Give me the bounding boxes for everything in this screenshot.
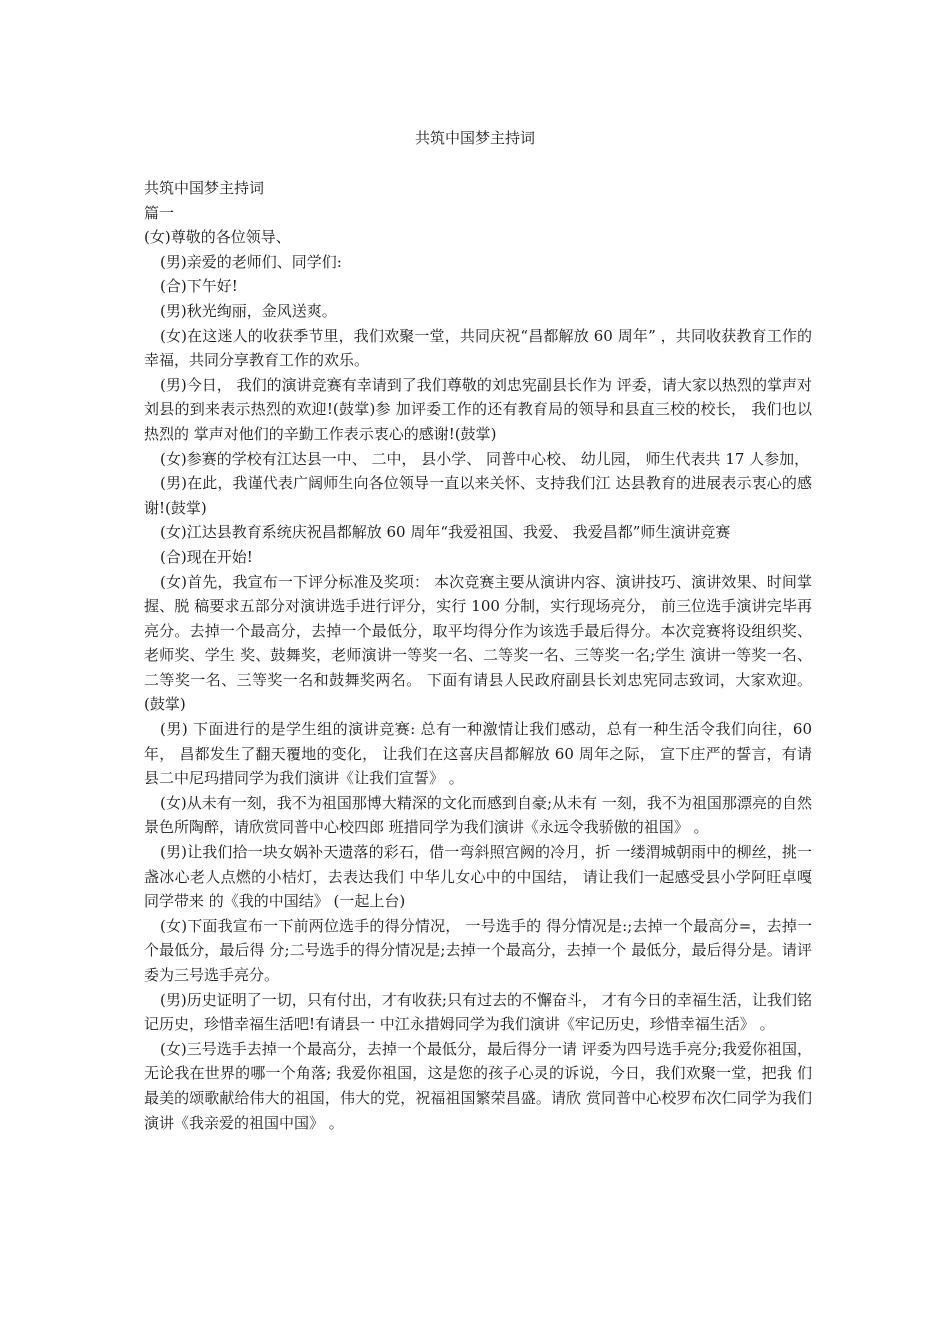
paragraph: (合)下午好! — [160, 277, 238, 296]
paragraph: (合)现在开始! — [160, 547, 253, 566]
paragraph: (男)在此，我谨代表广阔师生向各位领导一直以来关怀、支持我们江 达县教育的进展表示衷心的感谢!(鼓掌) — [144, 474, 812, 517]
paragraph: (女)三号选手去掉一个最高分，去掉一个最低分，最后得分一请 评委为四号选手亮分;我爱你祖国，无论我在世界的哪一个角落; 我爱你祖国，这是您的孩子心灵的诉说，今日，我们欢聚一堂，把我 们最美的颂歌献给伟大的祖国，伟大的党，祝福祖国繁荣昌盛。请欣 赏同普中心校罗布次仁同学为我们演讲《我亲爱的祖国中国》 。 — [144, 1039, 812, 1132]
paragraph: (男)亲爱的老师们、同学们: — [160, 252, 342, 271]
paragraph: (男)秋光绚丽，金风送爽。 — [160, 301, 337, 320]
document-title: 共筑中国梦主持词 — [414, 129, 535, 147]
paragraph: (女)尊敬的各位领导、 — [144, 228, 291, 247]
paragraph: (男) 下面进行的是学生组的演讲竞赛: 总有一种激情让我们感动，总有一种生活令我们向往，60 年， 昌都发生了翻天覆地的变化， 让我们在这喜庆昌都解放 60 周年之际， 宣下庄严的誓言，有请县二中尼玛措同学为我们演讲《让我们宣誓》 。 — [144, 720, 812, 788]
paragraph: (女)下面我宣布一下前两位选手的得分情况， 一号选手的 得分情况是:;去掉一个最高分=，去掉一个最低分，最后得 分;二号选手的得分情况是;去掉一个最高分，去掉一个 最低分，最后得分是。请评委为三号选手亮分。 — [144, 916, 812, 984]
section-heading: 篇一 — [144, 203, 175, 222]
paragraph: (女)首先，我宣布一下评分标准及奖项： 本次竞赛主要从演讲内容、演讲技巧、演讲效果、时间掌握、脱 稿要求五部分对演讲选手进行评分，实行 100 分制，实行现场亮分， 前三位选手演讲完毕再亮分。去掉一个最高分，去掉一个最低分，取平均得分作为该选手最后得分。本次竞赛将设组织奖、老师奖、学生 奖、鼓舞奖，老师演讲一等奖一名、二等奖一名、三等奖一名;学生 演讲一等奖一名、二等奖一名、三等奖一名和鼓舞奖两名。 下面有请县人民政府副县长刘忠宪同志致词，大家欢迎。(鼓掌) — [144, 572, 812, 714]
paragraph: (男)历史证明了一切，只有付出，才有收获;只有过去的不懈奋斗， 才有今日的幸福生活，让我们铭记历史，珍惜幸福生活吧!有请县一 中江永措姆同学为我们演讲《牢记历史，珍惜幸福生活》 。 — [144, 990, 812, 1034]
paragraph: (女)参赛的学校有江达县一中、 二中， 县小学、 同普中心校、 幼儿园， 师生代表共 17 人参加， — [160, 449, 810, 468]
paragraph: (女)在这迷人的收获季节里，我们欢聚一堂，共同庆祝“昌都解放 60 周年” ，共同收获教育工作的幸福，共同分享教育工作的欢乐。 — [144, 326, 812, 370]
paragraph: (男)让我们拾一块女娲补天遗落的彩石，借一弯斜照宫阙的冷月，折 一缕渭城朝雨中的柳丝，挑一盏冰心老人点燃的小桔灯，去表达我们 中华儿女心中的中国结， 请让我们一起感受县小学阿旺卓嘎同学带来 的《我的中国结》 (一起上台) — [144, 843, 812, 911]
document-subtitle: 共筑中国梦主持词 — [144, 179, 265, 197]
document-body — [144, 176, 812, 1135]
paragraph: (女)江达县教育系统庆祝昌都解放 60 周年“我爱祖国、我爱、 我爱昌都”师生演讲竞赛 — [160, 523, 731, 542]
paragraph: (男)今日， 我们的演讲竞赛有幸请到了我们尊敬的刘忠宪副县长作为 评委，请大家以热烈的掌声对刘县的到来表示热烈的欢迎!(鼓掌)参 加评委工作的还有教育局的领导和县直三校的校长， 我们也以热烈的 掌声对他们的辛勤工作表示衷心的感谢!(鼓掌) — [144, 375, 812, 443]
paragraph: (女)从未有一刻，我不为祖国那博大精深的文化而感到自豪;从未有 一刻，我不为祖国那漂亮的自然景色所陶醉，请欣赏同普中心校四郎 班措同学为我们演讲《永远令我骄傲的祖国》 。 — [144, 793, 812, 837]
